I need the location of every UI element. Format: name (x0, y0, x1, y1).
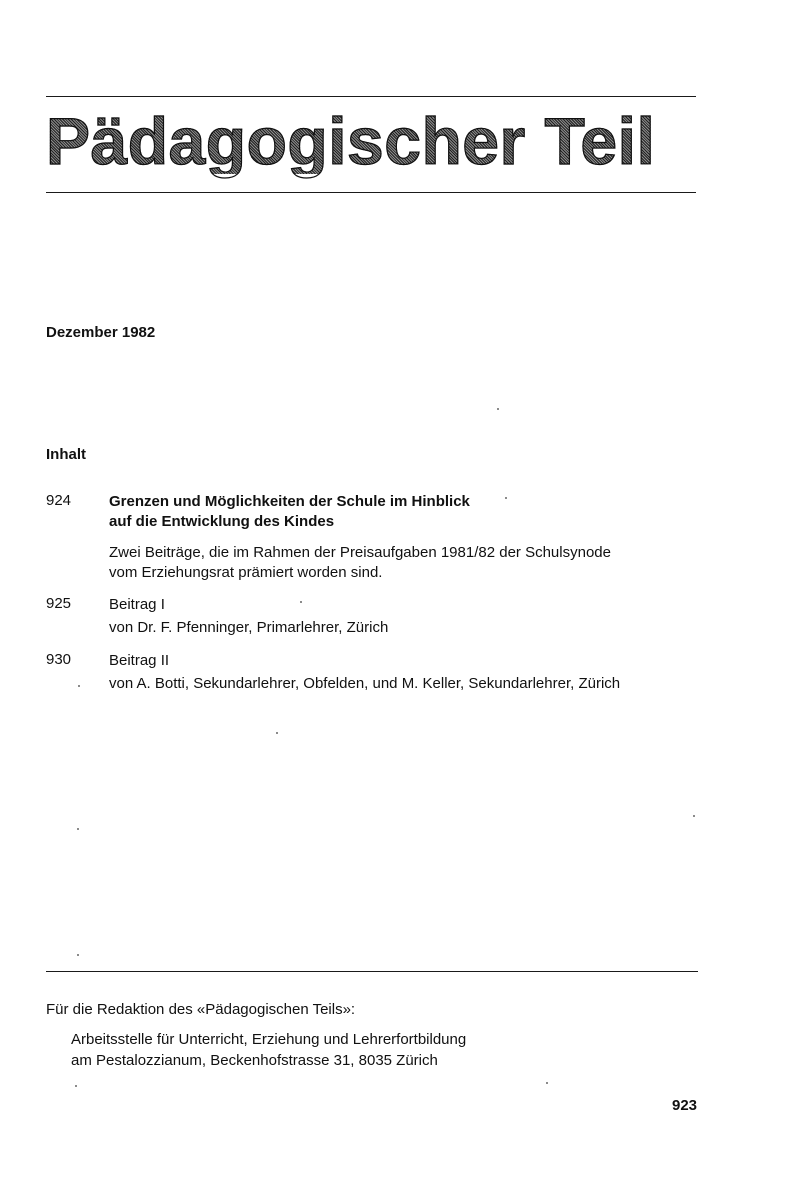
scan-speck (77, 828, 79, 830)
page-number: 923 (672, 1097, 698, 1114)
toc-entry-description-cont: vom Erziehungsrat prämiert worden sind. (109, 564, 383, 581)
scan-speck (497, 408, 499, 410)
toc-entry-description: Zwei Beiträge, die im Rahmen der Preisaufgaben 1981/82 der Schulsynode (109, 544, 611, 561)
toc-page-number: 930 (46, 651, 72, 668)
editorial-heading: Für die Redaktion des «Pädagogischen Teils»: (46, 1001, 356, 1018)
toc-entry-title: Beitrag I (109, 596, 165, 613)
page-title: Pädagogischer Teil (46, 104, 656, 178)
scan-speck (75, 1085, 77, 1087)
toc-entry-author: von A. Botti, Sekundarlehrer, Obfelden, und M. Keller, Sekundarlehrer, Zürich (109, 675, 621, 692)
scan-speck (276, 732, 278, 734)
footer-rule (46, 971, 698, 972)
scan-speck (546, 1082, 548, 1084)
title-bottom-rule (46, 192, 696, 193)
scan-speck (693, 815, 695, 817)
toc-entry-title: Beitrag II (109, 652, 170, 669)
contents-heading: Inhalt (46, 446, 86, 463)
editorial-address-line: Arbeitsstelle für Unterricht, Erziehung und Lehrerfortbildung (71, 1031, 467, 1048)
scan-speck (505, 497, 507, 499)
issue-date: Dezember 1982 (46, 324, 156, 341)
toc-entry-author: von Dr. F. Pfenninger, Primarlehrer, Zürich (109, 619, 389, 636)
toc-entry-title-cont: auf die Entwicklung des Kindes (109, 513, 335, 530)
toc-entry-title: Grenzen und Möglichkeiten der Schule im Hinblick (109, 493, 470, 510)
toc-page-number: 924 (46, 492, 72, 509)
scan-speck (78, 685, 80, 687)
scan-speck (77, 954, 79, 956)
toc-page-number: 925 (46, 595, 72, 612)
top-rule (46, 96, 696, 97)
scan-speck (300, 601, 302, 603)
editorial-address-line-2: am Pestalozzianum, Beckenhofstrasse 31, 8035 Zürich (71, 1052, 438, 1069)
